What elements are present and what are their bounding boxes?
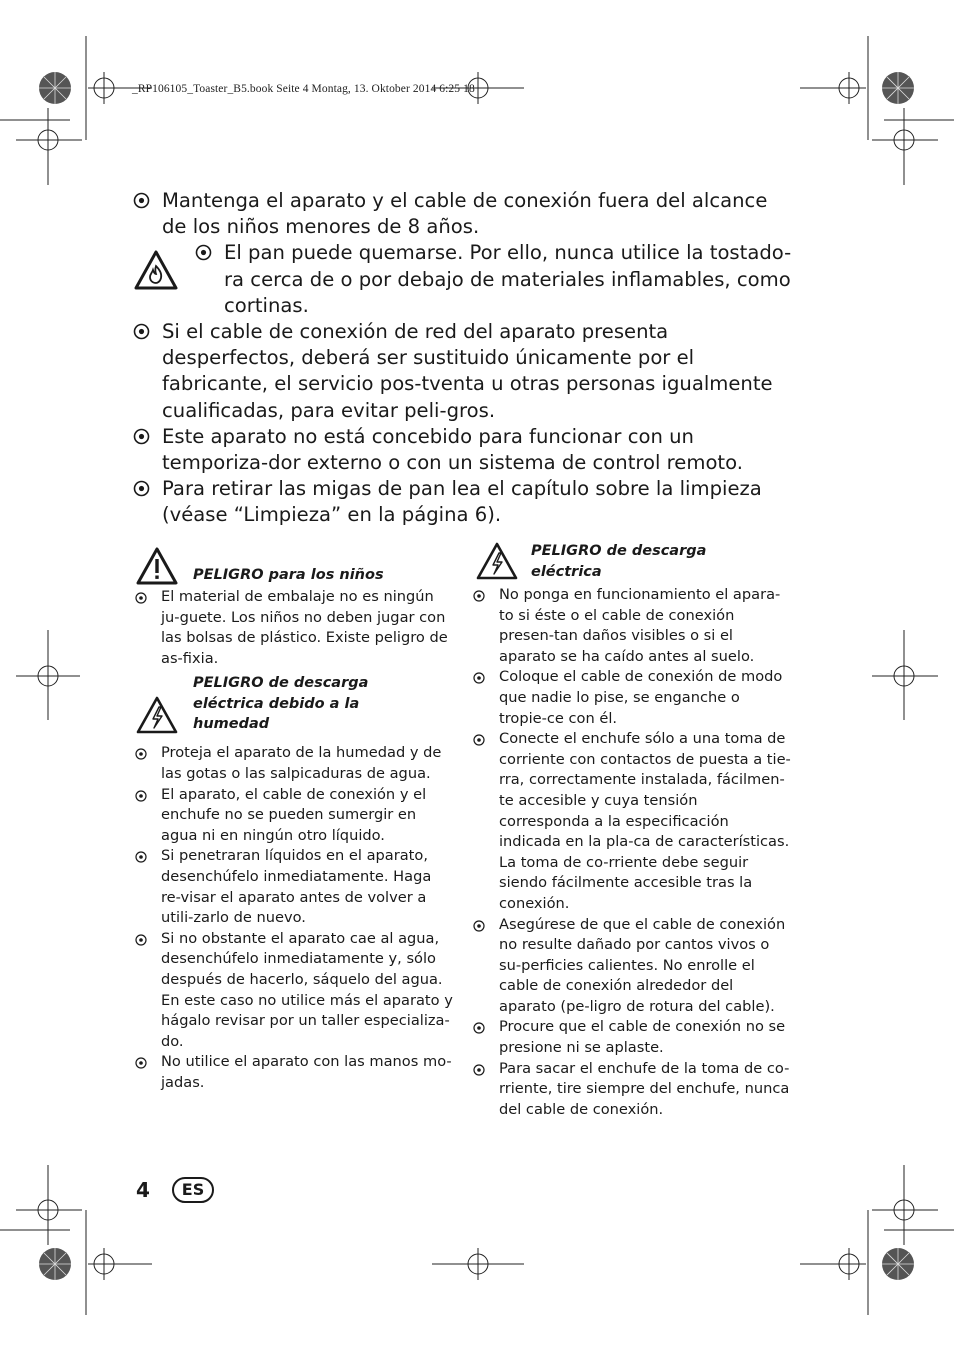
list-item: Si no obstante el aparato cae al agua, desenchúfelo inmediatamente y, sólo después de hacerlo, sáquelo del agua. En este caso no utilice más el aparato y hágalo revisar por un taller especializa-do. xyxy=(133,929,453,1053)
bullet-icon xyxy=(473,734,485,746)
language-badge: ES xyxy=(172,1177,214,1203)
list-item: Coloque el cable de conexión de modo que nadie lo pise, se enganche o tropie-ce con él. xyxy=(471,667,791,729)
list-item: Para sacar el enchufe de la toma de co-rriente, tire siempre del enchufe, nunca del cable de conexión. xyxy=(471,1059,791,1121)
list-item: El aparato, el cable de conexión y el enchufe no se pueden sumergir en agua ni en ningún otro líquido. xyxy=(133,785,453,847)
list-item: Conecte el enchufe sólo a una toma de corriente con contactos de puesta a tie-rra, correctamente instalada, fácilmen-te accesible y cuya tensión corresponda a la especificación indicada en la pla-ca de características. La toma de co-rriente debe seguir siendo fácilmente accesible tras la conexión. xyxy=(471,729,791,914)
list-item: Este aparato no está concebido para funcionar con un temporiza-dor externo o con un sistema de control remoto. xyxy=(133,424,793,476)
bullet-icon xyxy=(133,192,150,209)
bullet-icon xyxy=(133,480,150,497)
children-warning-title: PELIGRO para los niños xyxy=(193,567,384,583)
general-warning-icon xyxy=(135,546,179,586)
page-number: 4 xyxy=(136,1178,150,1202)
main-safety-list xyxy=(133,188,793,529)
list-item: Procure que el cable de conexión no se presione ni se aplaste. xyxy=(471,1017,791,1058)
shock-warning xyxy=(471,543,791,585)
list-item: Mantenga el aparato y el cable de conexión fuera del alcance de los niños menores de 8 años. xyxy=(133,188,793,240)
humidity-warning xyxy=(133,675,453,743)
right-column xyxy=(471,543,791,1120)
list-item: Si penetraran líquidos en el aparato, desenchúfelo inmediatamente. Haga re-visar el aparato antes de volver a utili-zarlo de nuevo. xyxy=(133,846,453,928)
bullet-icon xyxy=(135,851,147,863)
electric-shock-icon xyxy=(135,695,179,735)
print-header: _RP106105_Toaster_B5.book Seite 4 Montag, 13. Oktober 2014 6:25 18 xyxy=(132,83,475,95)
left-column xyxy=(133,543,453,1093)
bullet-icon xyxy=(473,920,485,932)
list-item: No utilice el aparato con las manos mo-jadas. xyxy=(133,1052,453,1093)
bullet-icon xyxy=(135,748,147,760)
shock-warning-title: PELIGRO de descarga eléctrica xyxy=(531,543,707,580)
bullet-icon xyxy=(133,323,150,340)
list-item: El pan puede quemarse. Por ello, nunca utilice la tostado-ra cerca de o por debajo de materiales inflamables, como cortinas. xyxy=(195,240,793,319)
bullet-icon xyxy=(133,428,150,445)
humidity-warning-title: PELIGRO de descarga eléctrica debido a la humedad xyxy=(193,675,369,733)
bullet-icon xyxy=(195,244,212,261)
bullet-icon xyxy=(473,1064,485,1076)
bullet-icon xyxy=(473,1022,485,1034)
list-item: Si el cable de conexión de red del aparato presenta desperfectos, deberá ser sustituido únicamente por el fabricante, el servicio pos-tventa u otras personas igualmente cualificadas, para evitar peli-gros. xyxy=(133,319,793,424)
list-item: Para retirar las migas de pan lea el capítulo sobre la limpieza (véase “Limpieza” en la página 6). xyxy=(133,476,793,528)
list-item: El material de embalaje no es ningún ju-guete. Los niños no deben jugar con las bolsas de plástico. Existe peligro de as-fixia. xyxy=(133,587,453,669)
bullet-icon xyxy=(135,592,147,604)
list-item: No ponga en funcionamiento el apara-to si éste o el cable de conexión presen-tan daños visibles o si el aparato se ha caído antes al suelo. xyxy=(471,585,791,667)
bullet-icon xyxy=(473,590,485,602)
bullet-icon xyxy=(135,790,147,802)
list-item: Asegúrese de que el cable de conexión no resulte dañado por cantos vivos o su-perficies calientes. No enrolle el cable de conexión alrededor del aparato (pe-ligro de rotura del cable). xyxy=(471,915,791,1018)
children-warning xyxy=(133,543,453,587)
electric-shock-icon xyxy=(475,541,519,581)
list-item: Proteja el aparato de la humedad y de las gotas o las salpicaduras de agua. xyxy=(133,743,453,784)
bullet-icon xyxy=(135,1057,147,1069)
bullet-icon xyxy=(473,672,485,684)
bullet-icon xyxy=(135,934,147,946)
